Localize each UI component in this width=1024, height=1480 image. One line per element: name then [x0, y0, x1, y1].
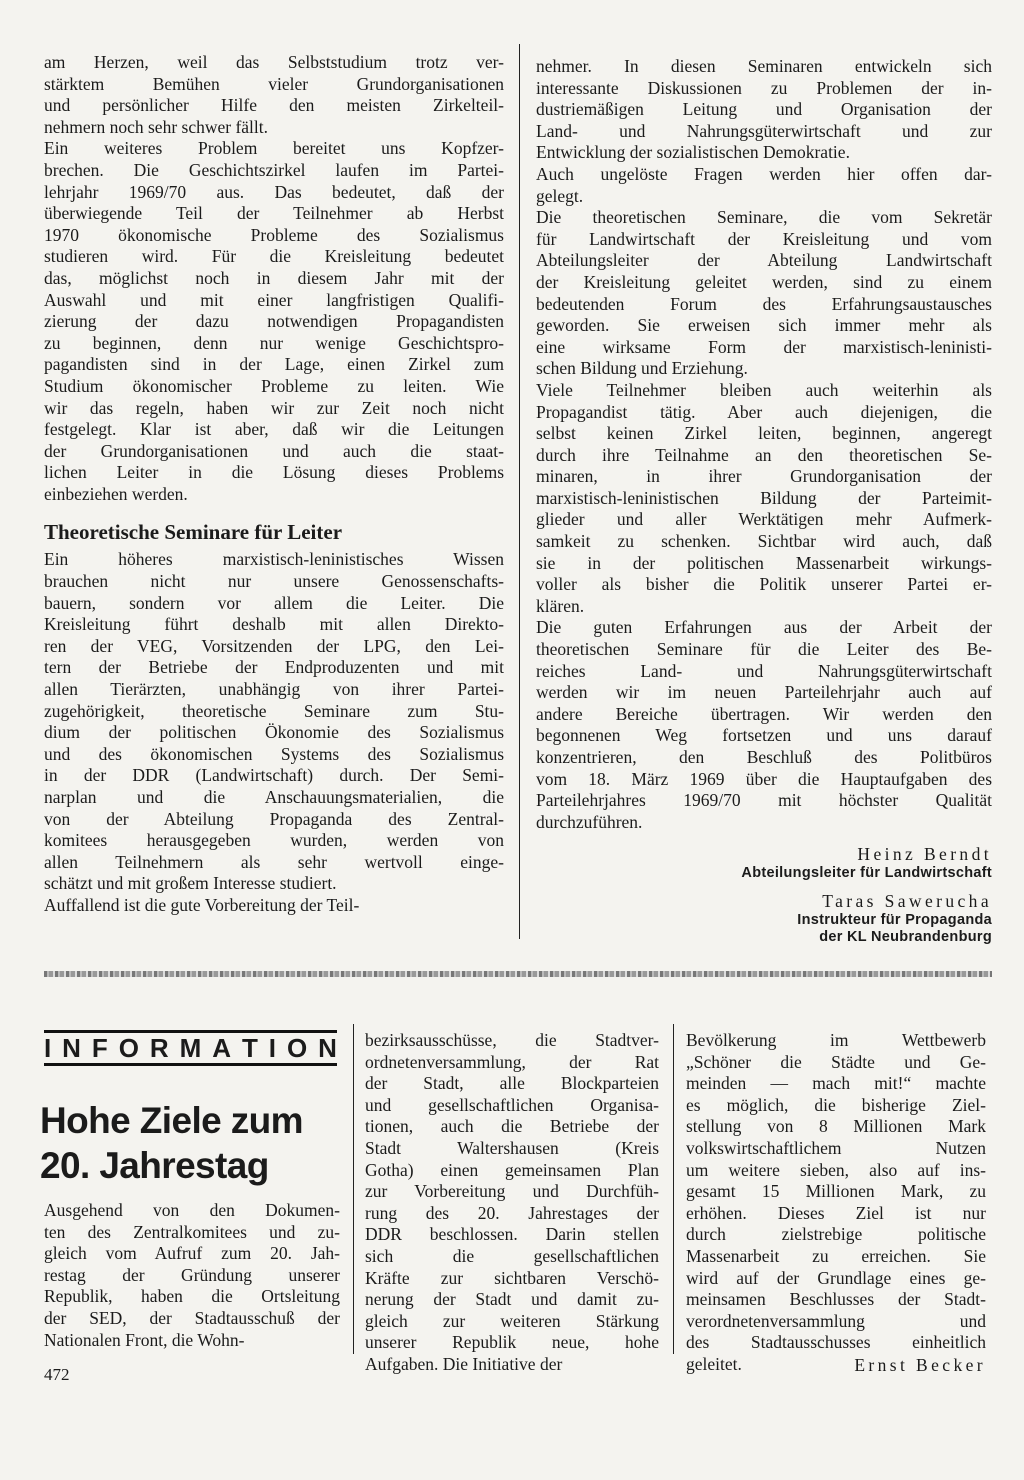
text-line: Auch ungelöste Fragen werden hier offen dar-	[536, 163, 992, 184]
text-line: narplan und die Anschauungsmaterialien, die	[44, 787, 504, 807]
info-text-block-1	[44, 1200, 340, 1351]
headline	[40, 1098, 350, 1188]
text-line: das, möglichst noch in diesem Jahr mit der	[44, 267, 504, 288]
text-line: vom 18. März 1969 über die Hauptaufgaben des	[536, 768, 992, 789]
text-line: allen Tierärzten, unabhängig von ihrer Partei-	[44, 679, 504, 700]
text-line: des Stadtausschusses einheitlich	[686, 1332, 986, 1353]
text-line: Studium ökonomischer Probleme zu leiten. Wie	[44, 375, 504, 396]
text-line: der Grundorganisationen und auch die staat-	[44, 440, 504, 461]
text-line: samkeit zu schenken. Sichtbar wird auch, daß	[536, 531, 992, 552]
author-role: Instrukteur für Propaganda	[797, 912, 992, 929]
page-number: 472	[44, 1365, 70, 1384]
author-name: Ernst Becker	[854, 1354, 986, 1375]
info-text-block-3	[686, 1030, 986, 1376]
text-line: reiches Land- und Nahrungsgüterwirtschaft	[536, 660, 992, 681]
author-signature-2	[536, 890, 992, 946]
text-line: der SED, der Stadtausschuß der	[44, 1307, 340, 1328]
author-name: Heinz Berndt	[857, 844, 992, 865]
author-signature-1	[536, 843, 992, 882]
headline-line-2: 20. Jahrestag	[40, 1145, 269, 1186]
article-text-block-1	[44, 52, 504, 505]
information-label-letter: O	[118, 1033, 139, 1063]
information-label-letter: F	[91, 1033, 108, 1063]
text-line: werden wir im neuen Parteilehrjahr auch auf	[536, 682, 992, 703]
information-label-letter: N	[318, 1033, 337, 1063]
text-line: allen Teilnehmern als sehr wertvoll einge-	[44, 851, 504, 872]
text-line: meinden — mach mit!“ machte	[686, 1073, 986, 1094]
text-line: stärktem Bemühen vieler Grundorganisationen	[44, 73, 504, 94]
text-line: dustriemäßigen Leitung und Organisation der	[536, 99, 992, 120]
text-line: rung des 20. Jahrestages der	[365, 1202, 659, 1223]
text-line: „Schöner die Städte und Ge-	[686, 1051, 986, 1072]
text-line: Auffallend ist die gute Vorbereitung der Teil-	[44, 894, 360, 915]
text-line: minaren, in ihrer Grundorganisation der	[536, 466, 992, 487]
information-label-letter: I	[268, 1033, 276, 1063]
text-line: Viele Teilnehmer bleiben auch weiterhin als	[536, 379, 992, 400]
text-line: komitees herausgegeben wurden, werden von	[44, 830, 504, 851]
article-left-column	[44, 52, 504, 917]
text-line: ren der VEG, Vorsitzenden der LPG, den Lei-	[44, 635, 504, 656]
text-line: unserer Republik neue, hohe	[365, 1332, 659, 1353]
info-column-2	[365, 1030, 659, 1376]
author-role: der KL Neubrandenburg	[819, 929, 992, 946]
info-column-1	[44, 1200, 340, 1351]
section-divider	[44, 971, 992, 977]
headline-line-1: Hohe Ziele zum	[40, 1100, 303, 1141]
text-line: Land- und Nahrungsgüterwirtschaft und zur	[536, 120, 992, 141]
information-label	[44, 1030, 337, 1066]
text-line: Ein höheres marxistisch-leninistisches Wissen	[44, 549, 504, 570]
text-line: restag der Gründung unserer	[44, 1264, 340, 1285]
text-line: festgelegt. Klar ist aber, daß wir die Leitungen	[44, 419, 504, 440]
text-line: selbst keinen Zirkel leiten, beginnen, angeregt	[536, 423, 992, 444]
column-divider	[673, 1024, 674, 1354]
text-line: klären.	[536, 595, 585, 616]
text-line: der Kreisleitung geleitet werden, sind zu einem	[536, 271, 992, 292]
text-line: 1970 ökonomische Probleme des Sozialismus	[44, 224, 504, 245]
text-line: nerung der Stadt und damit zu-	[365, 1289, 659, 1310]
information-label-letter: I	[44, 1033, 52, 1063]
text-line: Die theoretischen Seminare, die vom Sekretär	[536, 207, 992, 228]
text-line: zu beginnen, denn nur wenige Geschichtspro-	[44, 332, 504, 353]
text-line: studieren wird. Für die Kreisleitung bedeutet	[44, 246, 504, 267]
text-line: wird auf der Grundlage eines ge-	[686, 1267, 986, 1288]
text-line: durch ihre Teilnahme an den theoretischen Se-	[536, 444, 992, 465]
text-line: Propagandist tätig. Aber auch diejenigen, die	[536, 401, 992, 422]
section-subheading: Theoretische Seminare für Leiter	[44, 520, 343, 545]
text-line: am Herzen, weil das Selbststudium trotz ver-	[44, 52, 504, 72]
info-text-block-2	[365, 1030, 659, 1376]
text-line: wir das regeln, haben wir zur Zeit noch nicht	[44, 397, 504, 418]
text-line: nehmern noch sehr schwer fällt.	[44, 116, 269, 137]
text-line: einbeziehen werden.	[44, 483, 188, 504]
text-line: es möglich, die bisherige Ziel-	[686, 1094, 986, 1115]
text-line: der Stadt, alle Blockparteien	[365, 1073, 659, 1094]
text-line: Gotha) einen gemeinsamen Plan	[365, 1159, 659, 1180]
text-line: Abteilungsleiter der Abteilung Landwirtschaft	[536, 250, 992, 271]
text-line: Republik, haben die Ortsleitung	[44, 1286, 340, 1307]
text-line: pagandisten sind in der Lage, einen Zirkel zum	[44, 354, 504, 375]
text-line: für Landwirtschaft der Kreisleitung und vom	[536, 228, 992, 249]
text-line: stellung von 8 Millionen Mark	[686, 1116, 986, 1137]
text-line: bedeutenden Forum des Erfahrungsaustausches	[536, 293, 992, 314]
text-line: Ausgehend von den Dokumen-	[44, 1200, 340, 1220]
text-line: bezirksausschüsse, die Stadtver-	[365, 1030, 659, 1050]
text-line: lehrjahr 1969/70 aus. Das bedeutet, daß der	[44, 181, 504, 202]
text-line: marxistisch-leninistischen Bildung der Parteimit-	[536, 487, 992, 508]
text-line: erhöhen. Dieses Ziel ist nur	[686, 1202, 986, 1223]
information-label-letter: A	[212, 1033, 231, 1063]
text-line: sich die gesellschaftlichen	[365, 1245, 659, 1266]
text-line: Auswahl und mit einer langfristigen Qualifi-	[44, 289, 504, 310]
information-label-letter: M	[179, 1033, 202, 1063]
text-line: brauchen nicht nur unsere Genossenschafts-	[44, 571, 504, 592]
text-line: zierung der dazu notwendigen Propagandisten	[44, 311, 504, 332]
text-line: Kreisleitung führt deshalb mit allen Direkto-	[44, 614, 504, 635]
text-line: gelegt.	[536, 185, 584, 206]
text-line: ordnetenversammlung, der Rat	[365, 1051, 659, 1072]
text-line: andere Bereiche übertragen. Wir werden den	[536, 703, 992, 724]
text-line: sie in der politischen Massenarbeit wirkungs-	[536, 552, 992, 573]
text-line: tionen, auch die Betriebe der	[365, 1116, 659, 1137]
information-label-letter: R	[149, 1033, 169, 1063]
text-line: überwiegende Teil der Teilnehmer ab Herbst	[44, 203, 504, 224]
column-divider	[353, 1024, 354, 1354]
text-line: zugehörigkeit, theoretische Seminare zum Stu-	[44, 700, 504, 721]
text-line: Stadt Waltershausen (Kreis	[365, 1137, 659, 1158]
text-line: eine wirksame Form der marxistisch-leninisti-	[536, 336, 992, 357]
text-line: tern der Betriebe der Endproduzenten und mit	[44, 657, 504, 678]
information-label-letter: N	[62, 1033, 81, 1063]
text-line: volkswirtschaftlichem Nutzen	[686, 1137, 986, 1158]
text-line: theoretischen Seminare für die Leiter des Be-	[536, 639, 992, 660]
text-line: meinsamen Beschlusses der Stadt-	[686, 1289, 986, 1310]
text-line: um weitere sieben, also auf ins-	[686, 1159, 986, 1180]
text-line: geleitet.	[686, 1353, 742, 1374]
information-label-letter: T	[241, 1033, 258, 1063]
text-line: schen Bildung und Erziehung.	[536, 358, 748, 379]
text-line: nehmer. In diesen Seminaren entwickeln sich	[536, 56, 992, 76]
article-right-column	[536, 56, 992, 946]
text-line: brechen. Die Geschichtszirkel laufen im Partei-	[44, 159, 504, 180]
text-line: begonnenen Weg fortsetzen und uns darauf	[536, 725, 992, 746]
text-line: verordnetenversammlung und	[686, 1310, 986, 1331]
info-column-3	[686, 1030, 986, 1376]
information-label-letter: O	[286, 1033, 308, 1063]
text-line: Nationalen Front, die Wohn-	[44, 1329, 245, 1350]
text-line: interessante Diskussionen zu Problemen der in-	[536, 77, 992, 98]
article-text-block-3	[536, 56, 992, 833]
text-line: gleich zur weiteren Stärkung	[365, 1310, 659, 1331]
text-line: schätzt und mit großem Interesse studiert.	[44, 873, 337, 894]
text-line: dium der politischen Ökonomie des Sozialismus	[44, 722, 504, 743]
text-line: Ein weiteres Problem bereitet uns Kopfzer-	[44, 138, 504, 159]
text-line: durchzuführen.	[536, 811, 643, 832]
text-line: Kräfte zur sichtbaren Verschö-	[365, 1267, 659, 1288]
text-line: Massenarbeit zu erreichen. Sie	[686, 1245, 986, 1266]
text-line: und persönlicher Hilfe den meisten Zirkelteil-	[44, 95, 504, 116]
text-line: ten des Zentralkomitees und zu-	[44, 1221, 340, 1242]
text-line: voller als bisher die Politik unserer Partei er-	[536, 574, 992, 595]
text-line: von der Abteilung Propaganda des Zentral-	[44, 808, 504, 829]
author-name: Taras Sawerucha	[822, 891, 992, 912]
text-line: und des ökonomischen Systems des Sozialismus	[44, 743, 504, 764]
text-line: DDR beschlossen. Darin stellen	[365, 1224, 659, 1245]
text-line: Die guten Erfahrungen aus der Arbeit der	[536, 617, 992, 638]
text-line: und gesellschaftlichen Organisa-	[365, 1094, 659, 1115]
text-line: gleich vom Aufruf zum 20. Jah-	[44, 1243, 340, 1264]
text-line: Parteilehrjahres 1969/70 mit höchster Qualität	[536, 790, 992, 811]
text-line: glieder und aller Werktätigen mehr Aufmerk-	[536, 509, 992, 530]
text-line: konzentrieren, den Beschluß des Politbüros	[536, 747, 992, 767]
text-line: in der DDR (Landwirtschaft) durch. Der Semi-	[44, 765, 504, 786]
column-divider	[519, 44, 520, 939]
text-line: geworden. Sie erweisen sich immer mehr als	[536, 315, 992, 336]
author-role: Abteilungsleiter für Landwirtschaft	[741, 865, 992, 882]
text-line: gesamt 15 Millionen Mark, zu	[686, 1181, 986, 1202]
text-line: lichen Leiter in die Lösung dieses Problems	[44, 462, 504, 483]
text-line: Bevölkerung im Wettbewerb	[686, 1030, 986, 1050]
text-line: Aufgaben. Die Initiative der	[365, 1353, 563, 1374]
text-line: durch zielstrebige politische	[686, 1224, 986, 1245]
text-line: bauern, sondern vor allem die Leiter. Die	[44, 592, 504, 613]
article-text-block-2	[44, 549, 504, 916]
text-line: zur Vorbereitung und Durchfüh-	[365, 1181, 659, 1202]
text-line: Entwicklung der sozialistischen Demokratie.	[536, 142, 850, 163]
